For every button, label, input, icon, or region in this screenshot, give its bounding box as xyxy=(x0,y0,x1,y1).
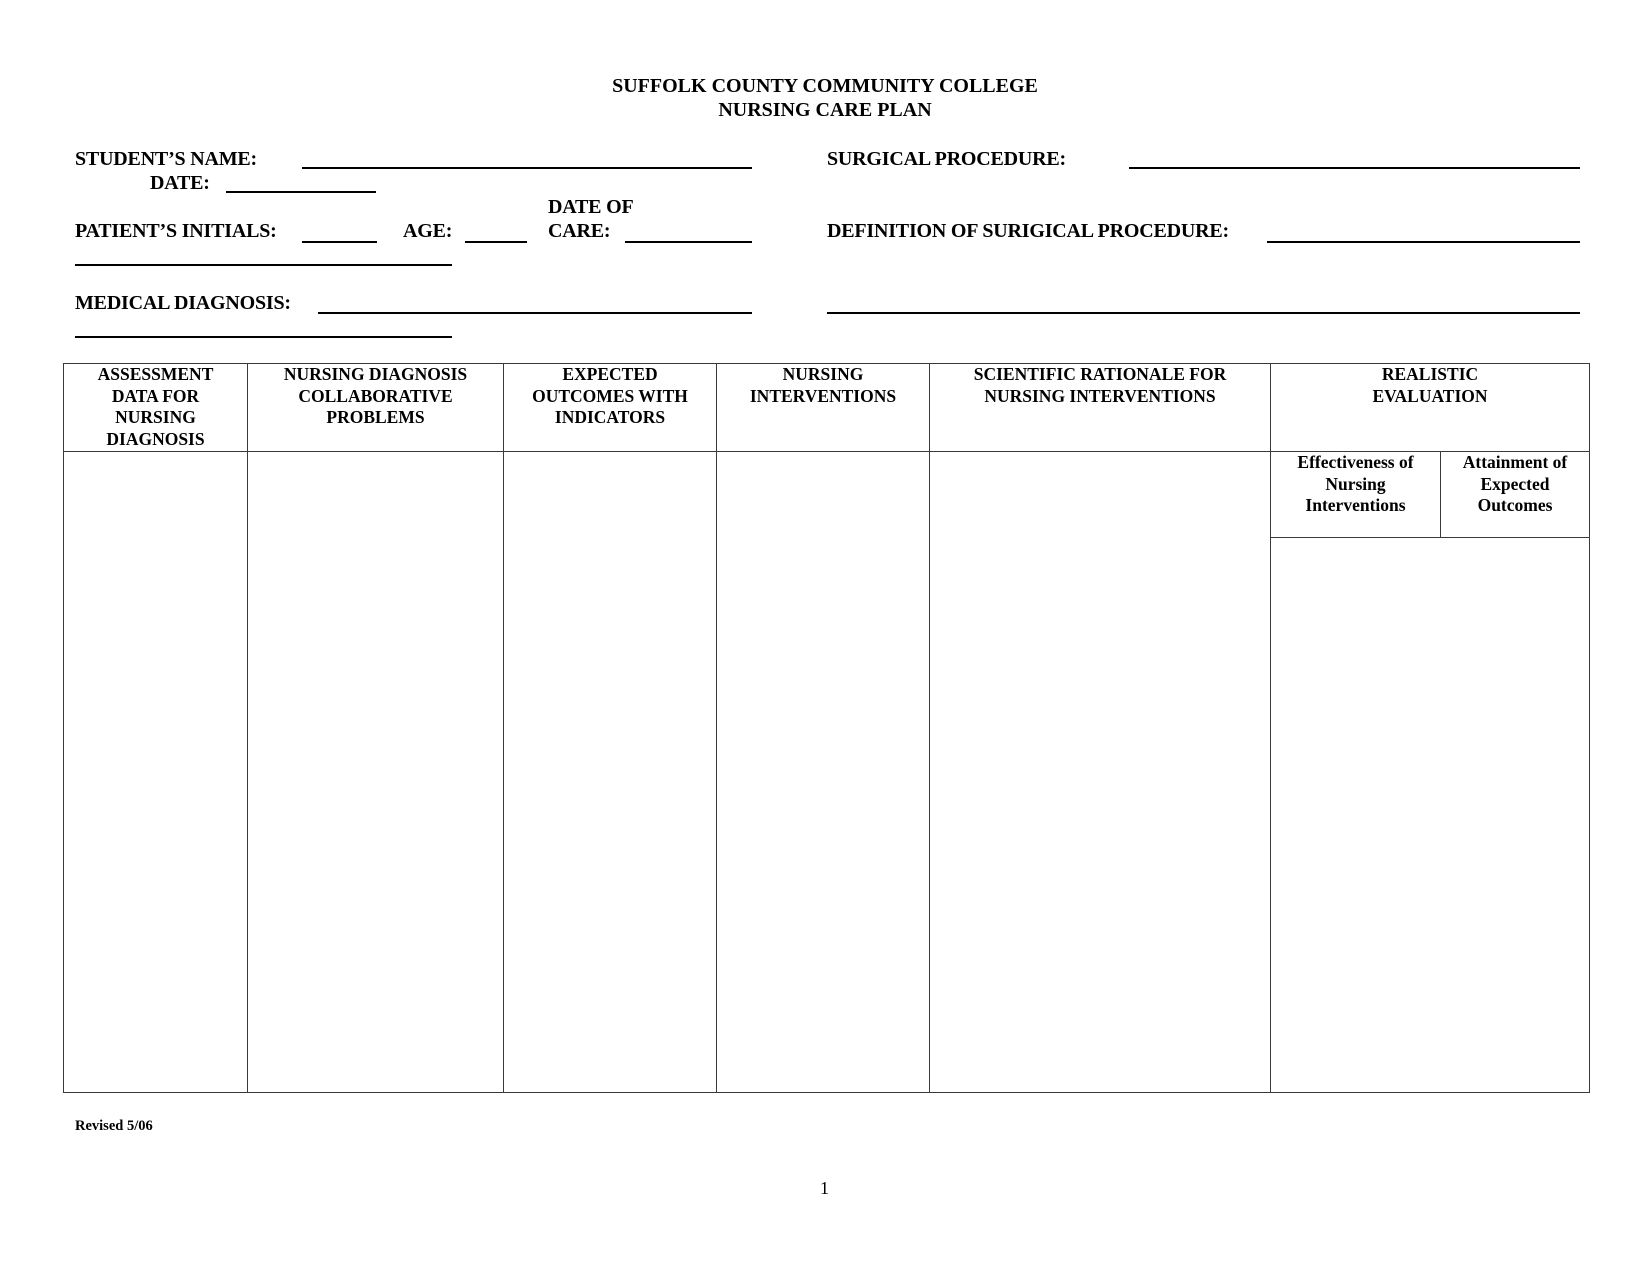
header-line: EVALUATION xyxy=(1372,385,1488,406)
col-header-assessment xyxy=(64,364,248,452)
medical-diagnosis-field[interactable] xyxy=(318,312,752,314)
col-header-realistic-evaluation xyxy=(1271,364,1590,452)
age-label: AGE: xyxy=(403,220,453,242)
expected-outcomes-cell[interactable] xyxy=(504,452,717,1093)
header-line: NURSING xyxy=(115,407,196,427)
date-of-care-field[interactable] xyxy=(625,241,752,243)
header-line: ASSESSMENT xyxy=(97,364,214,384)
subheader-effectiveness xyxy=(1271,452,1441,538)
student-name-label: STUDENT’S NAME: xyxy=(75,148,258,170)
medical-diagnosis-label: MEDICAL DIAGNOSIS: xyxy=(75,292,291,314)
header-line: INDICATORS xyxy=(554,407,666,427)
institution-title: SUFFOLK COUNTY COMMUNITY COLLEGE xyxy=(612,75,1038,97)
age-field[interactable] xyxy=(465,241,527,243)
header-line: SCIENTIFIC RATIONALE FOR xyxy=(973,364,1227,384)
form-title: NURSING CARE PLAN xyxy=(718,99,932,121)
care-plan-table xyxy=(63,363,1590,1093)
header-line: PROBLEMS xyxy=(326,407,425,427)
nursing-interventions-cell[interactable] xyxy=(717,452,930,1093)
definition-surgical-procedure-continuation-line[interactable] xyxy=(827,312,1580,314)
col-header-expected-outcomes xyxy=(504,364,717,452)
page-number: 1 xyxy=(820,1178,829,1198)
realistic-evaluation-cell[interactable] xyxy=(1271,538,1590,1093)
patient-initials-field[interactable] xyxy=(302,241,377,243)
col-header-nursing-interventions xyxy=(717,364,930,452)
revision-note: Revised 5/06 xyxy=(75,1118,153,1134)
date-field[interactable] xyxy=(226,191,376,193)
header-line: Attainment of xyxy=(1462,452,1568,472)
header-line: INTERVENTIONS xyxy=(749,385,897,406)
col-header-scientific-rationale xyxy=(930,364,1271,452)
header-line: Effectiveness of xyxy=(1297,452,1414,472)
header-line: DIAGNOSIS xyxy=(106,428,205,449)
date-of-care-label-line2: CARE: xyxy=(548,220,611,242)
subheader-attainment xyxy=(1441,452,1590,538)
date-of-care-label-line1: DATE OF xyxy=(548,196,634,218)
header-line: NURSING xyxy=(782,364,864,384)
assessment-data-cell[interactable] xyxy=(64,452,248,1093)
header-line: COLLABORATIVE xyxy=(298,385,453,406)
student-name-field[interactable] xyxy=(302,167,752,169)
header-line: REALISTIC xyxy=(1381,364,1479,384)
scientific-rationale-cell[interactable] xyxy=(930,452,1271,1093)
nursing-diagnosis-cell[interactable] xyxy=(248,452,504,1093)
medical-diagnosis-continuation-line[interactable] xyxy=(75,336,452,338)
surgical-procedure-field[interactable] xyxy=(1129,167,1580,169)
patient-info-continuation-line[interactable] xyxy=(75,264,452,266)
definition-surgical-procedure-label: DEFINITION OF SURIGICAL PROCEDURE: xyxy=(827,220,1229,242)
patient-initials-label: PATIENT’S INITIALS: xyxy=(75,220,277,242)
definition-surgical-procedure-field[interactable] xyxy=(1267,241,1580,243)
header-line: DATA FOR xyxy=(111,385,200,406)
header-line: NURSING DIAGNOSIS xyxy=(283,364,468,384)
surgical-procedure-label: SURGICAL PROCEDURE: xyxy=(827,148,1067,170)
header-line: Nursing xyxy=(1325,473,1386,494)
header-line: OUTCOMES WITH xyxy=(532,385,688,406)
date-label: DATE: xyxy=(150,172,210,194)
header-line: Expected xyxy=(1480,473,1550,494)
header-line: EXPECTED xyxy=(562,364,658,384)
col-header-nursing-diagnosis xyxy=(248,364,504,452)
header-line: Interventions xyxy=(1305,495,1406,515)
header-line: NURSING INTERVENTIONS xyxy=(984,385,1216,406)
header-line: Outcomes xyxy=(1477,495,1553,515)
